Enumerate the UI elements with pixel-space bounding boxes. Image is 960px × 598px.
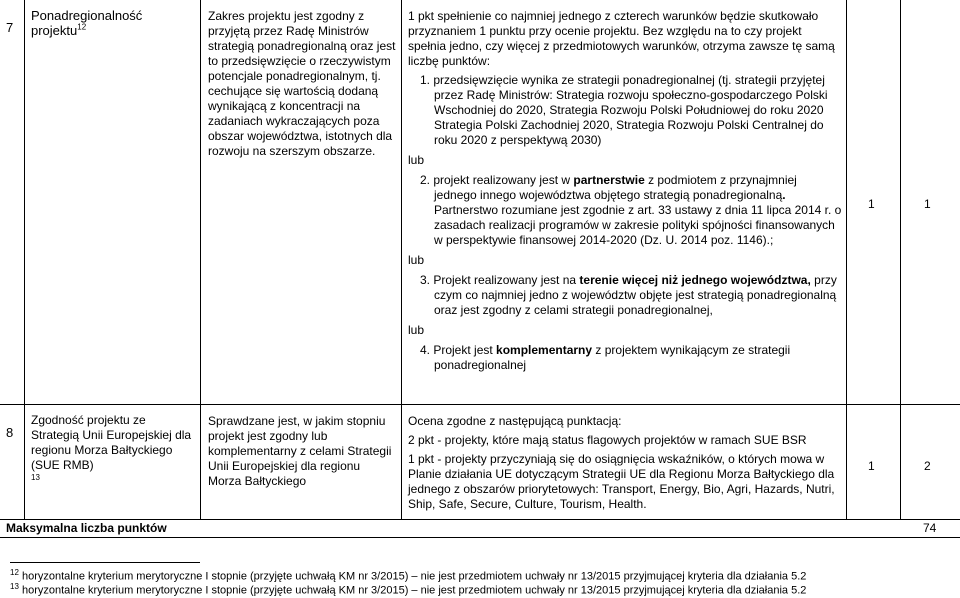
row8-title [31,413,197,483]
row7-title-cell [24,0,201,405]
row8-criteria-line-2: 2 pkt - projekty, które mają status flagowych projektów w ramach SUE BSR [408,433,807,447]
row7-or-2: lub [408,253,425,267]
row8-criteria-line-1: Ocena zgodne z następującą punktacją: [408,414,622,428]
row7-condition-4: 4. Projekt jest komplementarny z projektem wynikającym ze strategii ponadregionalnej [420,343,791,372]
row7-num-cell [0,0,25,405]
row7-condition-2: 2. projekt realizowany jest w partnerstwie z podmiotem z przynajmniej jednego innego województwa objętego strategią ponadregionalną. Partnerstwo rozumiane jest zgodnie z art. 33 ustawy z dnia 11 lipca 2014 r. o zasadach realizacji programów w zakresie polityki spójności finansowanych w perspektywie finansowej 2014-2020 (Dz. U. 2014 poz. 1146).; [420,173,842,247]
total-value: 74 [923,521,937,535]
row7-footnote-ref: 12 [77,22,87,32]
row8-criteria [408,414,842,512]
row7-or-3: lub [408,323,425,337]
row8-max-points: 2 [924,459,931,473]
total-label: Maksymalna liczba punktów [6,521,167,535]
footnote-12: $^{12}$ horyzontalne kryterium merytoryczne I stopnie (przyjęte uchwałą KM nr 3/2015) – nie jest przedmiotem uchwały nr 13/2015 przyjmującej kryteria dla działania 5.2 [10,568,807,583]
row7-condition-1: 1. przedsięwzięcie wynika ze strategii ponadregionalnej (tj. strategii przyjętej przez Radę Ministrów: Strategia rozwoju społeczno-gospodarczego Polski Wschodniej do 2020, Strategia Rozwoju Polski Południowej do roku 2020 Strategia Polski Zachodniej 2020, Strategia Rozwoju Polski Centralnej do roku 2020 z perspektywą 2030) [420,73,828,147]
row7-criteria [408,9,842,373]
row7-weight: 1 [868,197,875,211]
row7-number: 7 [6,20,14,35]
row7-title-text: Ponadregionalność projektu [31,8,143,38]
row7-condition-3: 3. Projekt realizowany jest na terenie więcej niż jednego województwa, przy czym co najmniej jedno z województw objęte jest strategią ponadregionalną oraz jest zgodny z celami strategii ponadregionalnej, [420,273,837,317]
row8-footnote-ref: 13 [31,473,40,482]
row7-description: Zakres projektu jest zgodny z przyjętą przez Radę Ministrów strategią ponadregionalną oraz jest to przedsięwzięcie o rzeczywistym potencjale ponadregionalnym, tj. cechujące się wartością dodaną wynikającą z koncentracji na zadaniach wykraczających poza obszar województwa, istotnych dla rozwoju na szerszym obszarze. [208,9,396,158]
footnote-13: $^{13}$ horyzontalne kryterium merytoryczne I stopnie (przyjęte uchwałą KM nr 3/2015) – nie jest przedmiotem uchwały nr 13/2015 przyjmującej kryteria dla działania 5.2 [10,582,807,597]
row7-max-points: 1 [924,197,931,211]
row8-num-cell [0,404,25,520]
row8-weight: 1 [868,459,875,473]
row8-criteria-line-3: 1 pkt - projekty przyczyniają się do osiągnięcia wskaźników, o których mowa w Planie działania UE dotyczącym Strategii UE dla Regionu Morza Bałtyckiego dla jednego z obszarów priorytetowych: Transport, Energy, Bio, Agri, Hazards, Nutri, Ship, Safe, Secure, Culture, Tourism, Health. [408,452,835,511]
row8-title-text: Zgodność projektu ze Strategią Unii Europejskiej dla regionu Morza Bałtyckiego (SUE RMB) [31,413,192,472]
row7-criteria-intro: 1 pkt spełnienie co najmniej jednego z czterech warunków będzie skutkowało przyznaniem 1 punktu przy ocenie projektu. Bez względu na to czy projekt spełnia jedno, czy więcej z przedmiotowych warunków, otrzyma zawsze tę samą liczbę punktów: [408,9,835,68]
row7-or-1: lub [408,153,425,167]
footnote-separator [10,562,200,563]
row8-number: 8 [6,425,14,440]
row7-title [31,8,197,38]
row8-description: Sprawdzane jest, w jakim stopniu projekt jest zgodny lub komplementarny z celami Strategii Unii Europejskiej dla regionu Morza Bałtyckiego [208,414,392,488]
